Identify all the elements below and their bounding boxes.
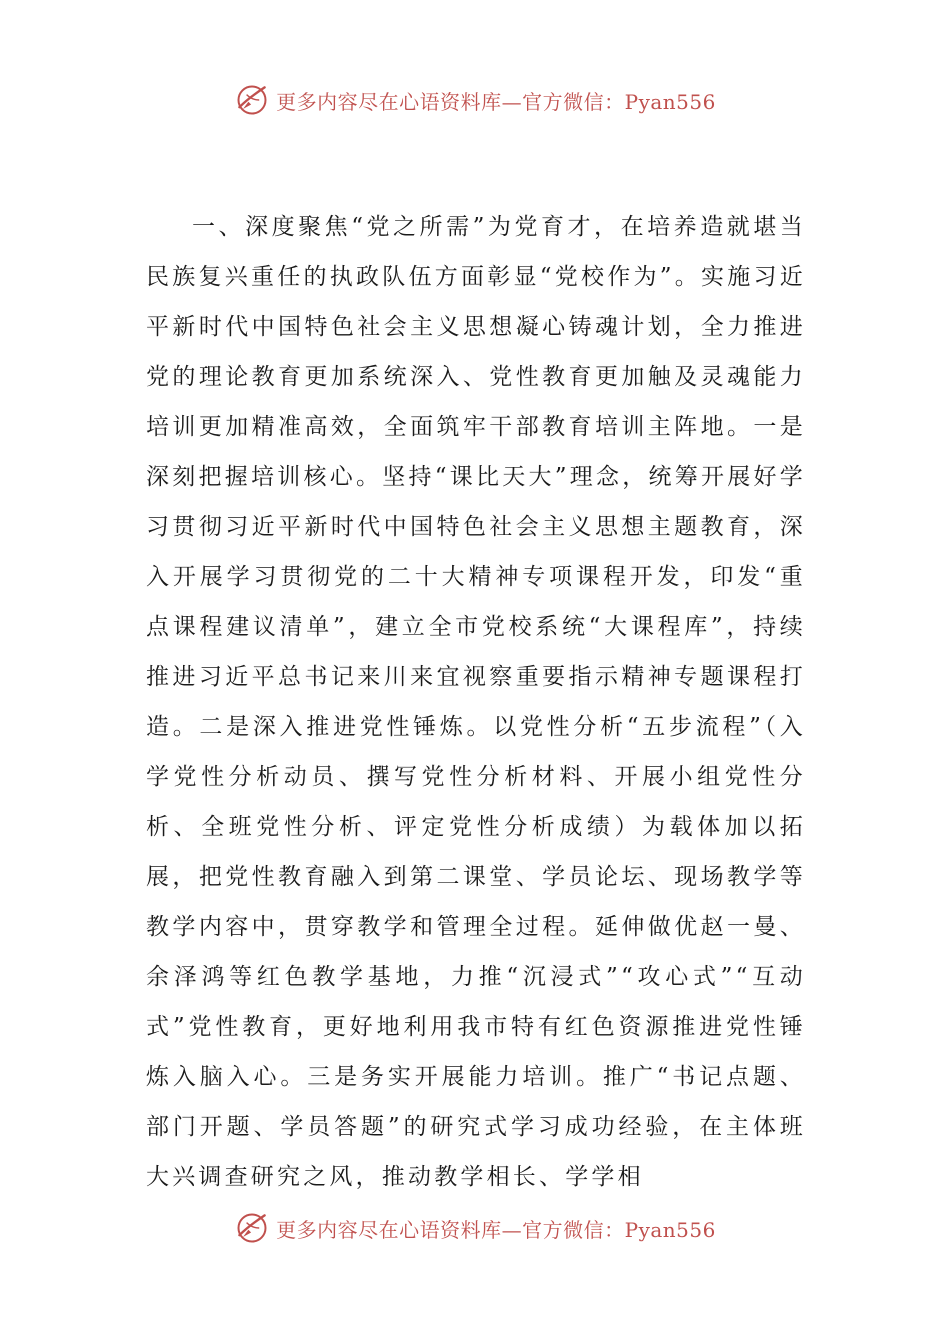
pen-logo-icon — [234, 82, 270, 118]
header-watermark — [0, 82, 950, 118]
footer-watermark — [0, 1210, 950, 1246]
pen-logo-icon — [234, 1210, 270, 1246]
watermark-text: 更多内容尽在心语资料库—官方微信：Pyan556 — [276, 1217, 716, 1242]
watermark-text: 更多内容尽在心语资料库—官方微信：Pyan556 — [276, 89, 716, 114]
body-paragraph: 一、深度聚焦“党之所需”为党育才，在培养造就堪当民族复兴重任的执政队伍方面彰显“党校作为”。实施习近平新时代中国特色社会主义思想凝心铸魂计划，全力推进党的理论教育更加系统深入、党性教育更加触及灵魂能力培训更加精准高效，全面筑牢干部教育培训主阵地。一是深刻把握培训核心。坚持“课比天大”理念，统筹开展好学习贯彻习近平新时代中国特色社会主义思想主题教育，深入开展学习贯彻党的二十大精神专项课程开发，印发“重点课程建议清单”，建立全市党校系统“大课程库”，持续推进习近平总书记来川来宜视察重要指示精神专题课程打造。二是深入推进党性锤炼。以党性分析“五步流程”（入学党性分析动员、撰写党性分析材料、开展小组党性分析、全班党性分析、评定党性分析成绩）为载体加以拓展，把党性教育融入到第二课堂、学员论坛、现场教学等教学内容中，贯穿教学和管理全过程。延伸做优赵一曼、余泽鸿等红色教学基地，力推“沉浸式”“攻心式”“互动式”党性教育，更好地利用我市特有红色资源推进党性锤炼入脑入心。三是务实开展能力培训。推广“书记点题、部门开题、学员答题”的研究式学习成功经验，在主体班大兴调查研究之风，推动教学相长、学学相 — [146, 214, 806, 1190]
